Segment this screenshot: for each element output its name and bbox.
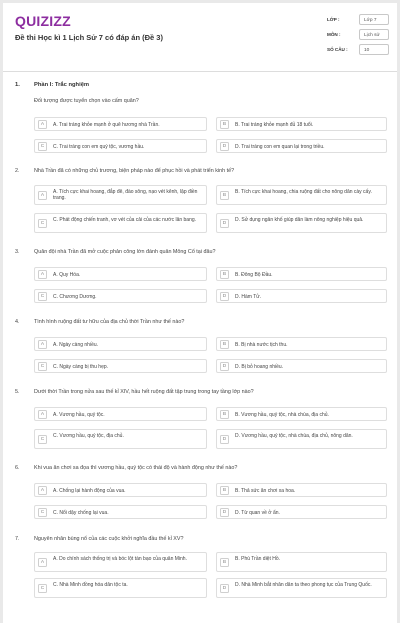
- question-6: [15, 465, 387, 516]
- question-text: 4. Tình hình ruộng đất tư hữu của địa chủ thời Trần như thế nào?: [15, 319, 185, 325]
- option-text: C. Phát động chiến tranh, vơ vét của cải của các nước lân bang.: [53, 216, 197, 223]
- option-b[interactable]: [216, 552, 387, 572]
- option-letter: D: [220, 292, 229, 301]
- question-4: [15, 319, 387, 370]
- meta-value-count: 10: [359, 44, 389, 55]
- question-2: [15, 168, 387, 226]
- option-d[interactable]: [216, 505, 387, 519]
- option-text: C. Ngày càng bị thu hẹp.: [53, 363, 109, 370]
- question-text: 5. Dưới thời Trần trong nửa sau thế kỉ XIV, hầu hết ruộng đất tập trung trong tay tầng lớp nào?: [15, 389, 254, 395]
- meta-label-class: LỚP :: [327, 17, 340, 22]
- worksheet-page: [3, 3, 397, 623]
- option-c[interactable]: [34, 213, 207, 233]
- option-letter: B: [220, 486, 229, 495]
- question-number: 7.: [15, 536, 20, 542]
- option-letter: A: [38, 340, 47, 349]
- meta-row-class: [327, 14, 391, 29]
- option-text: A. Vương hầu, quý tộc.: [53, 411, 105, 418]
- meta-row-subject: [327, 29, 391, 44]
- option-letter: B: [220, 410, 229, 419]
- worksheet-meta: [327, 14, 391, 59]
- option-letter: C: [38, 362, 47, 371]
- option-text: D. Trai tráng con em quan lại trong triều.: [235, 143, 325, 150]
- option-letter: C: [38, 219, 47, 228]
- question-number: 2.: [15, 168, 20, 174]
- option-text: D. Hàm Tử.: [235, 293, 262, 300]
- option-d[interactable]: [216, 429, 387, 449]
- option-text: A. Trai tráng khỏe mạnh ở quê hương nhà Trần.: [53, 121, 160, 128]
- option-text: B. Bị nhà nước tịch thu.: [235, 341, 288, 348]
- option-letter: A: [38, 558, 47, 567]
- option-c[interactable]: [34, 359, 207, 373]
- option-letter: A: [38, 270, 47, 279]
- option-text: D. Từ quan về ở ẩn.: [235, 509, 280, 516]
- option-text: A. Ngày càng nhiều.: [53, 341, 99, 348]
- option-letter: A: [38, 191, 47, 200]
- worksheet-title: Đề thi Học kì 1 Lịch Sử 7 có đáp án (Đề 3): [15, 33, 163, 42]
- option-text: B. Đông Bộ Đầu.: [235, 271, 273, 278]
- option-letter: C: [38, 508, 47, 517]
- option-letter: C: [38, 584, 47, 593]
- option-text: B. Thả sức ăn chơi xa hoa.: [235, 487, 296, 494]
- option-letter: B: [220, 191, 229, 200]
- option-a[interactable]: [34, 483, 207, 497]
- option-text: D. Vương hầu, quý tộc, nhà chùa, địa chủ, nông dân.: [235, 432, 353, 439]
- option-d[interactable]: [216, 289, 387, 303]
- option-text: A. Tích cực khai hoang, đắp đê, đào sông, nạo vét kênh, lập điền trang.: [53, 188, 198, 201]
- option-a[interactable]: [34, 337, 207, 351]
- option-letter: B: [220, 120, 229, 129]
- option-letter: D: [220, 508, 229, 517]
- question-number: 4.: [15, 319, 20, 325]
- question-text: Đối tượng được tuyển chọn vào cấm quân?: [34, 98, 139, 104]
- option-text: D. Sử dụng ngân khố giúp dân làm nông nghiệp hiệu quả.: [235, 216, 364, 223]
- option-text: C. Nổi dậy chống lại vua.: [53, 509, 109, 516]
- quizizz-logo: QUIZIZZ: [15, 13, 71, 29]
- option-letter: C: [38, 292, 47, 301]
- option-d[interactable]: [216, 359, 387, 373]
- question-number: 3.: [15, 249, 20, 255]
- option-text: B. Vương hầu, quý tộc, nhà chùa, địa chủ.: [235, 411, 329, 418]
- question-3: [15, 249, 387, 300]
- question-7: [15, 536, 387, 591]
- option-text: B. Trai tráng khỏe mạnh đủ 18 tuổi.: [235, 121, 314, 128]
- option-a[interactable]: [34, 185, 207, 205]
- worksheet-header: [3, 3, 397, 69]
- option-text: A. Chống lại hành động của vua.: [53, 487, 126, 494]
- question-text: 2. Nhà Trần đã có những chủ trương, biện pháp nào để phục hồi và phát triển kinh tế?: [15, 168, 235, 174]
- option-letter: C: [38, 435, 47, 444]
- option-b[interactable]: [216, 185, 387, 205]
- option-c[interactable]: [34, 289, 207, 303]
- question-number: 6.: [15, 465, 20, 471]
- option-text: C. Nhà Minh đồng hóa dân tộc ta.: [53, 581, 128, 588]
- option-a[interactable]: [34, 267, 207, 281]
- option-letter: D: [220, 435, 229, 444]
- option-text: C. Chương Dương.: [53, 293, 97, 300]
- option-b[interactable]: [216, 117, 387, 131]
- option-text: A. Do chính sách thống trị và bóc lột tàn bạo của quân Minh.: [53, 555, 187, 562]
- option-letter: A: [38, 410, 47, 419]
- option-c[interactable]: [34, 505, 207, 519]
- option-letter: A: [38, 486, 47, 495]
- option-b[interactable]: [216, 267, 387, 281]
- option-letter: D: [220, 142, 229, 151]
- question-text: 7. Nguyên nhân bùng nổ của các cuộc khởi nghĩa đầu thế kỉ XV?: [15, 536, 184, 542]
- option-c[interactable]: [34, 429, 207, 449]
- option-c[interactable]: [34, 578, 207, 598]
- meta-value-class: Lớp 7: [359, 14, 389, 25]
- option-letter: A: [38, 120, 47, 129]
- option-letter: D: [220, 219, 229, 228]
- option-text: A. Quy Hóa.: [53, 271, 81, 278]
- question-number: 5.: [15, 389, 20, 395]
- option-b[interactable]: [216, 483, 387, 497]
- option-letter: D: [220, 362, 229, 371]
- option-letter: D: [220, 584, 229, 593]
- option-text: B. Phù Trần diệt Hồ.: [235, 555, 281, 562]
- section-title-text: Phần I: Trắc nghiệm: [34, 82, 90, 88]
- option-c[interactable]: [34, 139, 207, 153]
- option-text: C. Vương hầu, quý tộc, địa chủ.: [53, 432, 124, 439]
- option-text: D. Nhà Minh bắt nhân dân ta theo phong tục của Trung Quốc.: [235, 581, 372, 588]
- option-letter: C: [38, 142, 47, 151]
- question-text: 3. Quân đội nhà Trần đã mở cuộc phản công lớn đánh quân Mông Cổ tại đâu?: [15, 249, 216, 255]
- option-letter: B: [220, 270, 229, 279]
- section-title: [15, 82, 89, 88]
- option-a[interactable]: [34, 552, 207, 572]
- question-5: [15, 389, 387, 442]
- option-b[interactable]: [216, 407, 387, 421]
- question-text: 6. Khi vua ăn chơi sa đọa thì vương hầu, quý tộc có thái độ và hành động như thế nào?: [15, 465, 238, 471]
- option-b[interactable]: [216, 337, 387, 351]
- meta-label-count: SỐ CÂU :: [327, 47, 348, 52]
- meta-row-count: [327, 44, 391, 59]
- meta-label-subject: MÔN :: [327, 32, 341, 37]
- option-a[interactable]: [34, 117, 207, 131]
- option-d[interactable]: [216, 213, 387, 233]
- header-divider: [3, 71, 397, 72]
- option-d[interactable]: [216, 139, 387, 153]
- option-d[interactable]: [216, 578, 387, 598]
- meta-value-subject: Lịch sử: [359, 29, 389, 40]
- option-letter: B: [220, 340, 229, 349]
- option-text: D. Bị bỏ hoang nhiều.: [235, 363, 284, 370]
- option-text: C. Trai tráng con em quý tộc, vương hầu.: [53, 143, 145, 150]
- option-letter: B: [220, 558, 229, 567]
- question-number: 1.: [15, 82, 20, 88]
- option-text: B. Tích cực khai hoang, chia ruộng đất cho nông dân cày cấy.: [235, 188, 372, 195]
- option-a[interactable]: [34, 407, 207, 421]
